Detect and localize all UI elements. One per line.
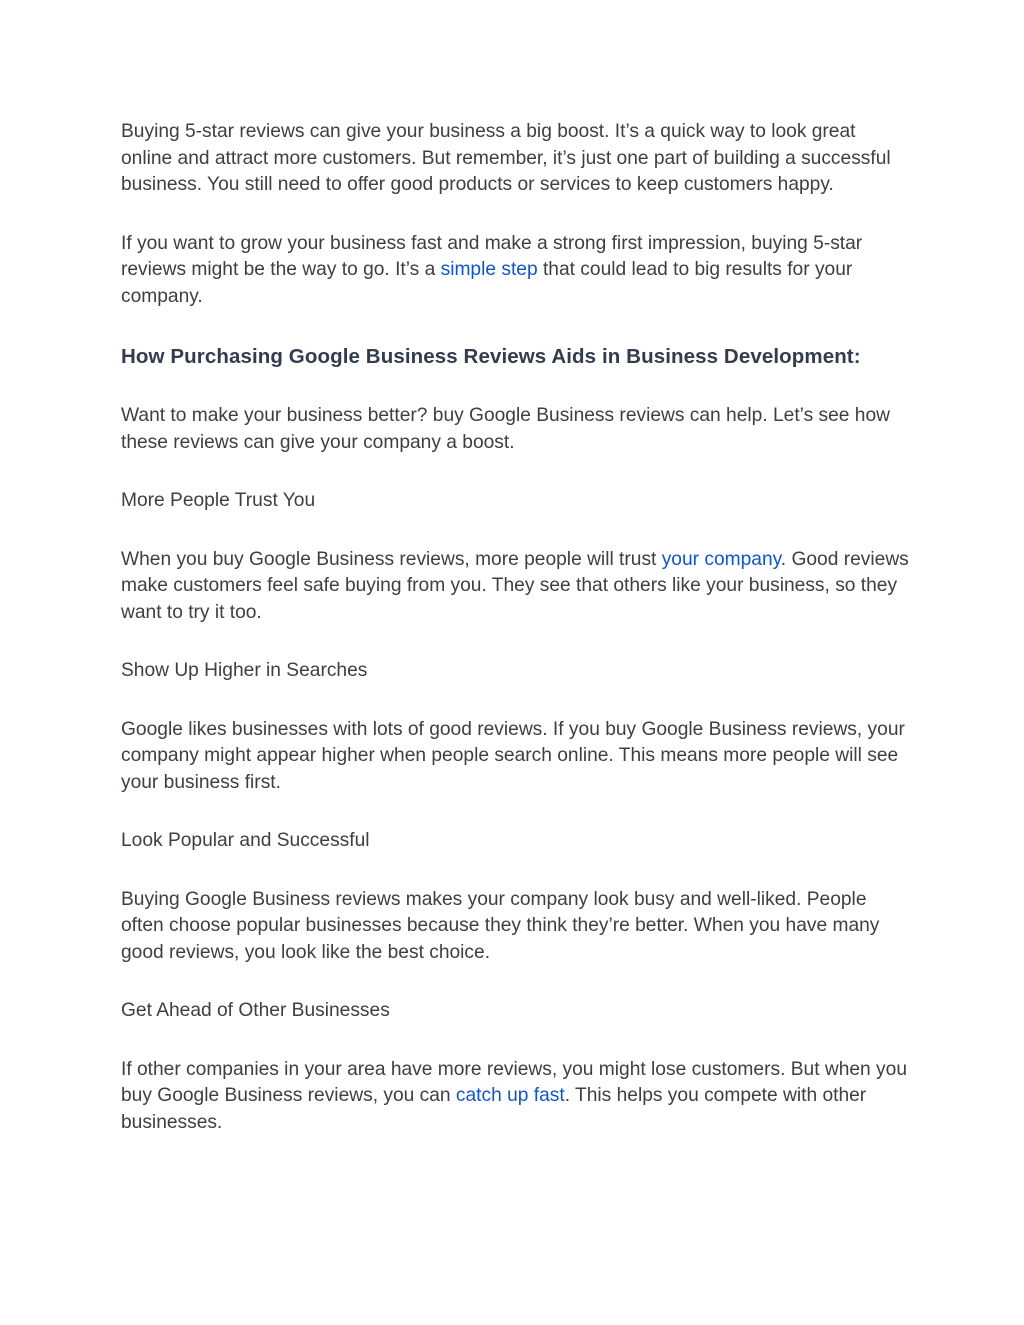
trust-paragraph [121, 547, 911, 627]
subheading-trust: More People Trust You [121, 490, 316, 511]
searches-paragraph: Google likes businesses with lots of good reviews. If you buy Google Business reviews, your company might appear higher when people search online. This means more people will see your business first. [121, 718, 905, 793]
popular-paragraph: Buying Google Business reviews makes your company look busy and well-liked. People often choose popular businesses because they think they’re better. When you have many good reviews, you look like the best choice. [121, 888, 880, 963]
trust-text-before: When you buy Google Business reviews, more people will trust [121, 548, 662, 570]
subheading-popular: Look Popular and Successful [121, 830, 370, 851]
section-intro-paragraph: Want to make your business better? buy Google Business reviews can help. Let’s see how these reviews can give your company a boost. [121, 405, 890, 453]
simple-step-link[interactable]: simple step [440, 259, 538, 280]
grow-paragraph [121, 231, 911, 311]
ahead-text-after: . This helps you compete with other businesses. [121, 1085, 867, 1133]
ahead-paragraph [121, 1057, 911, 1137]
catch-up-fast-link[interactable]: catch up fast [455, 1085, 565, 1106]
section-heading: How Purchasing Google Business Reviews Aids in Business Development: [121, 345, 861, 368]
intro-paragraph: Buying 5-star reviews can give your business a big boost. It’s a quick way to look great online and attract more customers. But remember, it’s just one part of building a successful business. You still need to offer good products or services to keep customers happy. [121, 121, 891, 195]
your-company-link[interactable]: your company [661, 548, 781, 570]
subheading-ahead: Get Ahead of Other Businesses [121, 1000, 390, 1021]
grow-text-before: If you want to grow your business fast and make a strong first impression, buying 5-star reviews might be the way to go. It’s a [121, 232, 863, 280]
trust-text-after: . Good reviews make customers feel safe buying from you. They see that others like your business, so they want to try it too. [121, 548, 909, 623]
grow-text-after: that could lead to big results for your company. [121, 259, 853, 307]
document-page [121, 119, 911, 1136]
subheading-searches: Show Up Higher in Searches [121, 660, 368, 681]
ahead-text-before: If other companies in your area have more reviews, you might lose customers. But when you buy Google Business reviews, you can [121, 1058, 907, 1106]
